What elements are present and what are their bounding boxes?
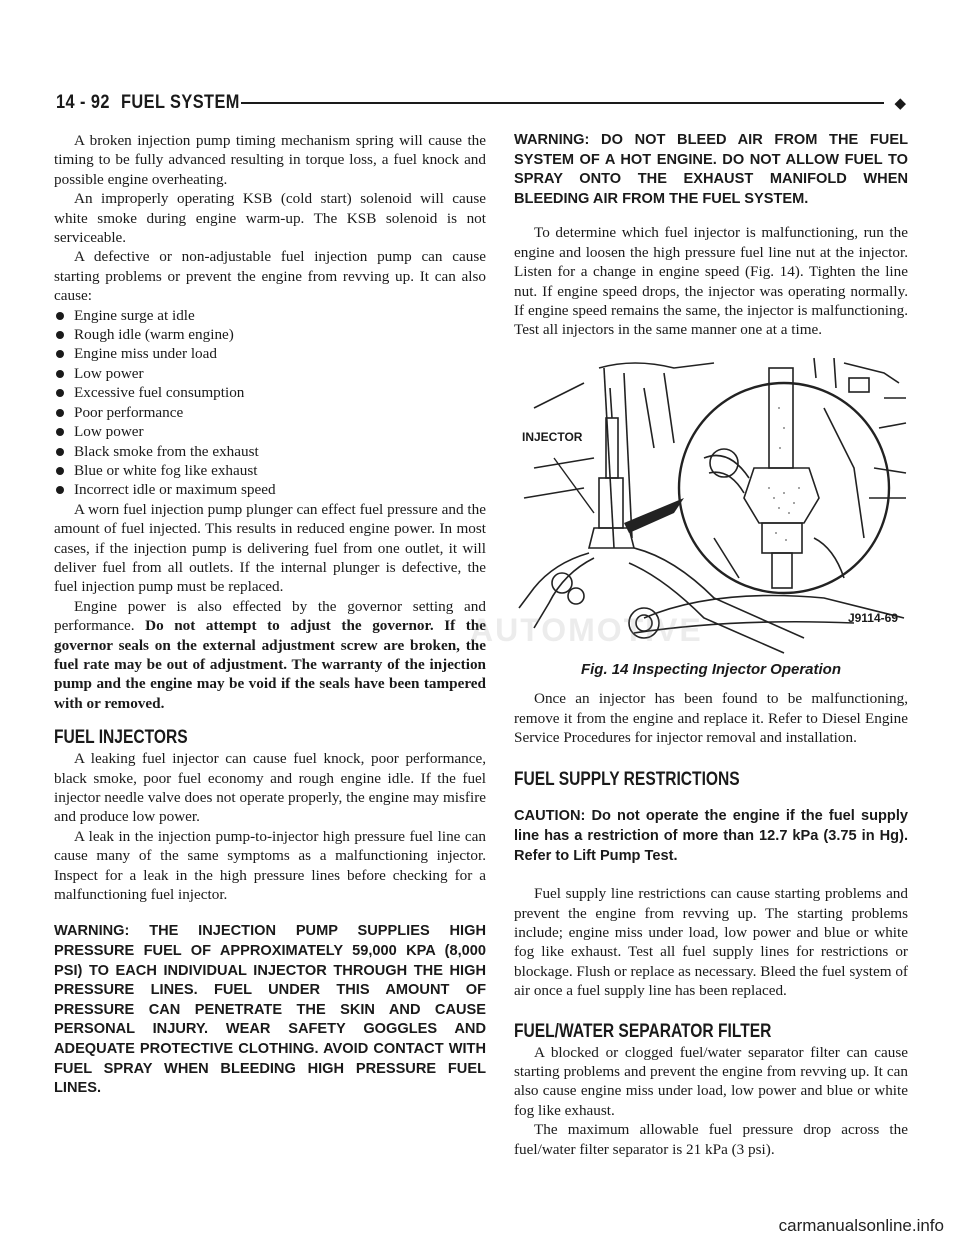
bold-notice: Do not attempt to adjust the governor. If the governor seals on the external adjustment screw are broken, the fuel rate may be out of adjustment. The warranty of the injection pump and the engine may be void if the seals have been tampered with or removed.	[54, 617, 486, 712]
page-header	[56, 88, 906, 118]
figure-caption: Fig. 14 Inspecting Injector Operation	[580, 660, 842, 678]
warning-hot-engine: WARNING: DO NOT BLEED AIR FROM THE FUEL SYSTEM OF A HOT ENGINE. DO NOT ALLOW FUEL TO SPRAY ONTO THE EXHAUST MANIFOLD WHEN BLEEDING AIR FROM THE FUEL SYSTEM.	[514, 132, 908, 207]
list-item: Engine miss under load	[54, 344, 486, 363]
paragraph-text: Engine power is also effected by the governor setting and performance.	[54, 597, 486, 635]
paragraph: The maximum allowable fuel pressure drop across the fuel/water filter separator is 21 kPa (3 psi).	[514, 1121, 908, 1158]
paragraph: A broken injection pump timing mechanism spring will cause the timing to be fully advanced resulting in torque loss, a fuel knock and possible engine overheating.	[54, 132, 486, 188]
list-item: Black smoke from the exhaust	[54, 442, 486, 461]
paragraph: A worn fuel injection pump plunger can effect fuel pressure and the amount of fuel injected. This results in reduced engine power. In most cases, if the injection pump is delivering fuel from one outlet, it will deliver fuel from all outlets. If the internal plunger is defective, the fuel injection pump must be replaced.	[54, 500, 486, 596]
page-number: 14 - 92	[56, 92, 110, 113]
watermark: AUTOMOTIVE	[470, 612, 703, 648]
list-item: Blue or white fog like exhaust	[54, 461, 486, 480]
left-column	[54, 131, 486, 1099]
warning-high-pressure: WARNING: THE INJECTION PUMP SUPPLIES HIGH PRESSURE FUEL OF APPROXIMATELY 59,000 KPA (8,000 PSI) TO EACH INDIVIDUAL INJECTOR THROUGH THE HIGH PRESSURE LINES. FUEL UNDER THIS AMOUNT OF PRESSURE CAN PENETRATE THE SKIN AND CAUSE PERSONAL INJURY. WEAR SAFETY GOGGLES AND ADEQUATE PROTECTIVE CLOTHING. AVOID CONTACT WITH FUEL SPRAY WHEN BLEEDING HIGH PRESSURE FUEL LINES.	[54, 923, 486, 1097]
diamond-icon: ◆	[894, 94, 906, 112]
list-item: Rough idle (warm engine)	[54, 325, 486, 344]
paragraph: To determine which fuel injector is malfunctioning, run the engine and loosen the high pressure fuel line nut at the injector. Listen for a change in engine speed (Fig. 14). Tighten the line nut. If engine speed drops, the injector was operating normally. If engine speed remains the same, the injector is malfunctioning. Test all injectors in the same manner one at a time.	[514, 224, 908, 339]
symptom-list	[54, 306, 486, 500]
heading-fuel-water-separator: FUEL/WATER SEPARATOR FILTER	[514, 1020, 772, 1042]
figure-callout-injector: INJECTOR	[522, 429, 583, 444]
paragraph: A defective or non-adjustable fuel injection pump can cause starting problems or prevent the engine from revving up. It can also cause:	[54, 248, 486, 305]
paragraph: Fuel supply line restrictions can cause starting problems and prevent the engine from revving up. The starting problems include; engine miss under load, low power and blue or white fog like exhaust. Test all fuel supply lines for restrictions or blockage. Flush or replace as necessary. Bleed the fuel system of air once a fuel supply line has been replaced.	[514, 885, 908, 1000]
paragraph: Once an injector has been found to be malfunctioning, remove it from the engine and replace it. Refer to Diesel Engine Service Procedures for injector removal and installation.	[514, 690, 908, 747]
header-rule	[241, 102, 885, 104]
heading-fuel-supply-restrictions: FUEL SUPPLY RESTRICTIONS	[514, 769, 740, 791]
footer-site[interactable]: carmanualsonline.info	[778, 1216, 944, 1235]
paragraph: A leaking fuel injector can cause fuel knock, poor performance, black smoke, poor fuel economy and rough engine idle. If the fuel injector needle valve does not operate properly, the engine may misfire and produce low power.	[54, 750, 486, 826]
list-item: Engine surge at idle	[54, 306, 486, 325]
paragraph: A leak in the injection pump-to-injector high pressure fuel line can cause many of the same symptoms as a malfunctioning injector. Inspect for a leak in the high pressure lines before checking for a malfunctioning fuel injector.	[54, 827, 486, 904]
list-item: Poor performance	[54, 403, 486, 422]
list-item: Excessive fuel consumption	[54, 383, 486, 402]
list-item: Low power	[54, 422, 486, 441]
paragraph: An improperly operating KSB (cold start) solenoid will cause white smoke during engine warm-up. The KSB solenoid is not serviceable.	[54, 190, 486, 247]
list-item: Incorrect idle or maximum speed	[54, 480, 486, 499]
caution-restriction: CAUTION: Do not operate the engine if the fuel supply line has a restriction of more than 12.7 kPa (3.75 in Hg). Refer to Lift Pump Test.	[514, 808, 908, 864]
heading-fuel-injectors: FUEL INJECTORS	[54, 727, 188, 749]
list-item: Low power	[54, 364, 486, 383]
figure-id: J9114-69	[847, 610, 898, 625]
section-title: FUEL SYSTEM	[120, 92, 240, 113]
paragraph: A blocked or clogged fuel/water separator filter can cause starting problems and prevent the engine from revving up. It can also cause engine miss under load, low power and blue or white fog like exhaust.	[514, 1043, 908, 1119]
paragraph	[54, 597, 486, 713]
